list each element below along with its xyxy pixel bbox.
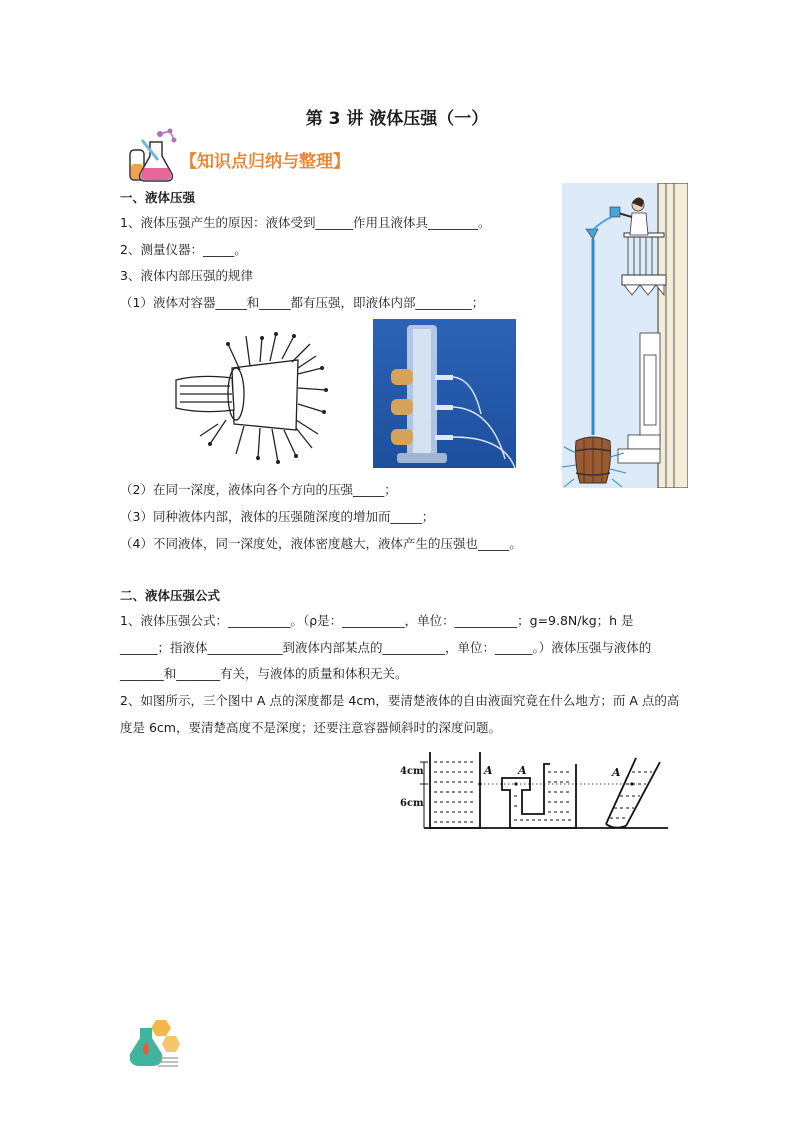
text-line: 3、液体内部压强的规律 <box>120 268 253 283</box>
point-a-label: A <box>518 764 527 777</box>
text-line: 2、测量仪器：_____。 <box>120 242 247 257</box>
section1-heading: 一、液体压强 <box>120 190 196 205</box>
section2-heading: 二、液体压强公式 <box>120 588 221 603</box>
point-a-label: A <box>484 764 493 777</box>
text-line: （4）不同液体，同一深度处，液体密度越大，液体产生的压强也_____。 <box>120 536 522 551</box>
point-a-label: A <box>612 766 621 779</box>
text-line: 1、液体压强产生的原因：液体受到______作用且液体具________。 <box>120 215 491 230</box>
text-line: （1）液体对容器_____和_____都有压强，即液体内部_________； <box>120 295 485 310</box>
height-label: 6cm <box>400 798 424 809</box>
depth-label: 4cm <box>400 766 424 777</box>
depth-containers-figure <box>400 748 670 836</box>
footer-logo-icon <box>122 1018 180 1070</box>
flask-icon <box>124 126 182 184</box>
spray-vessel-figure <box>170 328 330 468</box>
section-banner: 【知识点归纳与整理】 <box>180 152 350 172</box>
page-title: 第 3 讲 液体压强（一） <box>305 109 489 129</box>
liquid-column-photo <box>373 319 516 468</box>
text-line: （3）同种液体内部，液体的压强随深度的增加而_____； <box>120 509 435 524</box>
text-line: （2）在同一深度，液体向各个方向的压强_____； <box>120 482 397 497</box>
formula-paragraph: 1、液体压强公式：__________。（ρ是：__________，单位：__________；g=9.8N/kg；h 是______；指液体____________到液体内部某点的__________，单位：______。）液体压强与液体的_______和_______有关，与液体的质量和体积无关。 <box>120 613 652 681</box>
depth-paragraph: 2、如图所示，三个图中 A 点的深度都是 4cm，要清楚液体的自由液面究竟在什么地方；而 A 点的高度是 6cm，要清楚高度不是深度；还要注意容器倾斜时的深度问题。 <box>120 693 680 735</box>
pascal-barrel-figure <box>562 183 688 488</box>
